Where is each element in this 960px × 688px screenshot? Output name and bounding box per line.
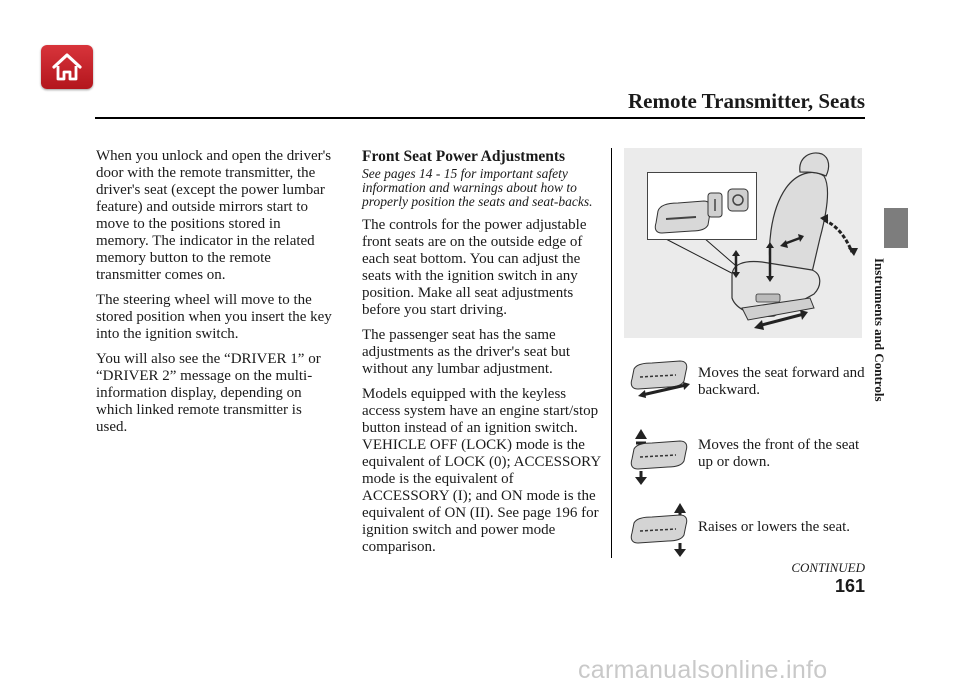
continued-label: CONTINUED — [791, 560, 865, 575]
paragraph: The controls for the power adjustable front seats are on the outside edge of each seat bottom. You can adjust the seats with the ignition switch in any position. Make all seat adjustments before you start driving. — [362, 217, 587, 318]
left-column — [96, 148, 334, 444]
paragraph: Models equipped with the keyless access system have an engine start/stop button instead of an ignition switch. VEHICLE OFF (LOCK) mode is the equivalent of LOCK (0); ACCESSORY mode is the equivalent of ACCESSORY (I); and ON mode is the equivalent of ON (II). See page 196 for ignition switch and power mode comparison. — [362, 386, 601, 555]
middle-column — [362, 148, 602, 564]
title-divider — [95, 117, 865, 119]
paragraph: When you unlock and open the driver's door with the remote transmitter, the driver's seat (except the power lumbar feature) and outside mirrors start to move to the positions stored in memory. The indicator in the related memory button to the remote transmitter comes on. — [96, 148, 332, 283]
page-number: 161 — [834, 576, 865, 596]
page-title: Remote Transmitter, Seats — [628, 89, 865, 113]
control-description: Moves the front of the seat up or down. — [698, 437, 860, 470]
safety-note: See pages 14 - 15 for important safety information and warnings about how to properly position the seats and seat-backs. — [362, 166, 593, 209]
paragraph: You will also see the “DRIVER 1” or “DRIVER 2” message on the multi-information display, depending on which linked remote transmitter is used. — [96, 351, 321, 435]
column-divider — [611, 148, 612, 558]
home-icon — [50, 51, 84, 83]
control-description: Raises or lowers the seat. — [698, 519, 851, 535]
control-description: Moves the seat forward and backward. — [698, 365, 865, 398]
watermark: carmanualsonline.info — [578, 656, 828, 684]
switch-closeup-inset — [647, 172, 757, 240]
seat-switch-raise-lower-icon — [630, 501, 694, 561]
section-heading: Front Seat Power Adjustments — [362, 148, 566, 165]
section-tab-marker — [884, 208, 908, 248]
seat-switch-forward-back-icon — [630, 359, 694, 399]
section-tab — [872, 258, 897, 402]
paragraph: The passenger seat has the same adjustments as the driver's seat but without any lumbar adjustment. — [362, 327, 571, 377]
home-button[interactable] — [41, 45, 93, 89]
paragraph: The steering wheel will move to the stored position when you insert the key into the ignition switch. — [96, 292, 332, 342]
seat-switch-front-up-down-icon — [630, 427, 694, 487]
section-tab-label: Instruments and Controls — [872, 258, 887, 402]
